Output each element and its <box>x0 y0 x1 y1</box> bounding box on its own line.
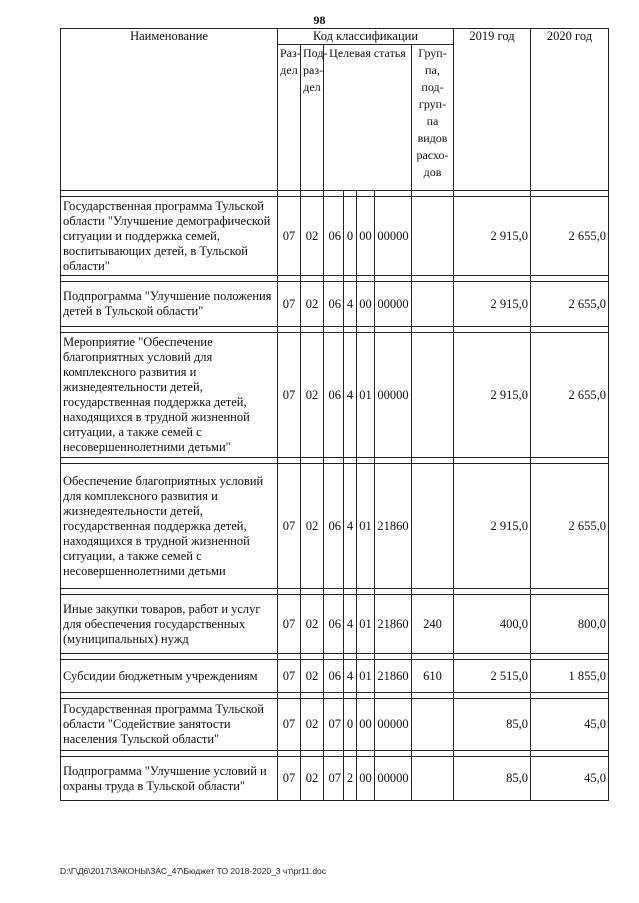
table-row <box>61 333 609 458</box>
table-row <box>61 699 609 751</box>
row-target-article-3: 01 <box>357 464 375 589</box>
file-path-footer: D:\Г\Д6\2017\ЗАКОНЫ\ЗАС_47\Бюджет ТО 2018-2020_3 чт\pr11.doc <box>60 866 327 876</box>
row-target-article-3: 01 <box>357 333 375 458</box>
row-expense-group <box>412 464 454 589</box>
page-number: 98 <box>313 13 326 27</box>
row-value-2020: 2 655,0 <box>531 197 609 276</box>
row-name: Государственная программа Тульской области "Улучшение демографической ситуации и поддержка семей, воспитывающих детей, в Тульской области" <box>61 197 278 276</box>
row-value-2019: 85,0 <box>454 757 531 801</box>
row-value-2019: 85,0 <box>454 699 531 751</box>
row-name: Подпрограмма "Улучшение положения детей в Тульской области" <box>61 282 278 327</box>
row-target-article-3: 00 <box>357 197 375 276</box>
row-value-2020: 800,0 <box>531 595 609 654</box>
row-razdel: 07 <box>278 333 301 458</box>
table-row <box>61 660 609 693</box>
row-target-article-1: 06 <box>324 282 344 327</box>
row-value-2020: 2 655,0 <box>531 333 609 458</box>
row-podrazdel: 02 <box>301 660 324 693</box>
row-expense-group <box>412 757 454 801</box>
header-year-2019: 2019 год <box>454 29 531 191</box>
row-target-article-3: 00 <box>357 282 375 327</box>
row-razdel: 07 <box>278 197 301 276</box>
row-value-2020: 45,0 <box>531 699 609 751</box>
row-target-article-2: 0 <box>344 197 357 276</box>
row-target-article-2: 0 <box>344 699 357 751</box>
row-podrazdel: 02 <box>301 282 324 327</box>
row-target-article-1: 06 <box>324 464 344 589</box>
row-value-2019: 2 915,0 <box>454 282 531 327</box>
row-expense-group: 610 <box>412 660 454 693</box>
table-row <box>61 197 609 276</box>
row-target-article-4: 21860 <box>375 595 412 654</box>
row-value-2020: 45,0 <box>531 757 609 801</box>
row-target-article-1: 06 <box>324 197 344 276</box>
row-target-article-2: 4 <box>344 333 357 458</box>
row-value-2020: 1 855,0 <box>531 660 609 693</box>
header-section: Раз- дел <box>278 45 301 191</box>
row-target-article-4: 00000 <box>375 757 412 801</box>
row-target-article-2: 4 <box>344 660 357 693</box>
row-target-article-4: 00000 <box>375 282 412 327</box>
row-target-article-2: 2 <box>344 757 357 801</box>
row-podrazdel: 02 <box>301 757 324 801</box>
row-razdel: 07 <box>278 464 301 589</box>
row-razdel: 07 <box>278 595 301 654</box>
row-target-article-4: 21860 <box>375 464 412 589</box>
table-row <box>61 595 609 654</box>
row-value-2019: 2 515,0 <box>454 660 531 693</box>
row-name: Субсидии бюджетным учреждениям <box>61 660 278 693</box>
row-expense-group <box>412 333 454 458</box>
row-podrazdel: 02 <box>301 464 324 589</box>
row-target-article-3: 00 <box>357 699 375 751</box>
header-subsection: Под- раз- дел <box>301 45 324 191</box>
row-value-2019: 2 915,0 <box>454 464 531 589</box>
table-row <box>61 282 609 327</box>
row-podrazdel: 02 <box>301 699 324 751</box>
row-razdel: 07 <box>278 660 301 693</box>
row-target-article-2: 4 <box>344 595 357 654</box>
row-podrazdel: 02 <box>301 197 324 276</box>
row-expense-group <box>412 699 454 751</box>
table-row <box>61 464 609 589</box>
row-value-2019: 2 915,0 <box>454 197 531 276</box>
header-name: Наименование <box>61 29 278 191</box>
row-podrazdel: 02 <box>301 333 324 458</box>
row-razdel: 07 <box>278 699 301 751</box>
row-name: Обеспечение благоприятных условий для комплексного развития и жизнедеятельности детей, государственная поддержка детей, находящихся в трудной жизненной ситуации, а также семей с несовершеннолетними детьми <box>61 464 278 589</box>
header-target-article: Целевая статья <box>324 45 412 191</box>
row-target-article-4: 00000 <box>375 699 412 751</box>
header-classification-code: Код классификации <box>278 29 454 45</box>
header-expense-group: Груп- па, под- груп- па видов расхо- дов <box>412 45 454 191</box>
row-name: Государственная программа Тульской области "Содействие занятости населения Тульской области" <box>61 699 278 751</box>
row-target-article-3: 00 <box>357 757 375 801</box>
row-value-2019: 2 915,0 <box>454 333 531 458</box>
row-target-article-1: 06 <box>324 660 344 693</box>
row-name: Иные закупки товаров, работ и услуг для обеспечения государственных (муниципальных) нужд <box>61 595 278 654</box>
row-target-article-3: 01 <box>357 595 375 654</box>
row-target-article-1: 07 <box>324 757 344 801</box>
row-razdel: 07 <box>278 282 301 327</box>
row-expense-group: 240 <box>412 595 454 654</box>
row-value-2020: 2 655,0 <box>531 282 609 327</box>
row-name: Подпрограмма "Улучшение условий и охраны труда в Тульской области" <box>61 757 278 801</box>
row-target-article-4: 21860 <box>375 660 412 693</box>
budget-table <box>60 28 609 801</box>
row-target-article-1: 07 <box>324 699 344 751</box>
row-value-2019: 400,0 <box>454 595 531 654</box>
row-target-article-3: 01 <box>357 660 375 693</box>
row-podrazdel: 02 <box>301 595 324 654</box>
header-year-2020: 2020 год <box>531 29 609 191</box>
table-row <box>61 757 609 801</box>
row-value-2020: 2 655,0 <box>531 464 609 589</box>
row-target-article-4: 00000 <box>375 197 412 276</box>
row-target-article-2: 4 <box>344 282 357 327</box>
row-target-article-1: 06 <box>324 595 344 654</box>
table-body <box>61 191 609 801</box>
row-target-article-1: 06 <box>324 333 344 458</box>
row-name: Мероприятие "Обеспечение благоприятных условий для комплексного развития и жизнедеятельности детей, государственная поддержка детей, находящихся в трудной жизненной ситуации, а также семей с несовершеннолетними детьми" <box>61 333 278 458</box>
row-expense-group <box>412 197 454 276</box>
row-expense-group <box>412 282 454 327</box>
row-target-article-2: 4 <box>344 464 357 589</box>
row-razdel: 07 <box>278 757 301 801</box>
row-target-article-4: 00000 <box>375 333 412 458</box>
